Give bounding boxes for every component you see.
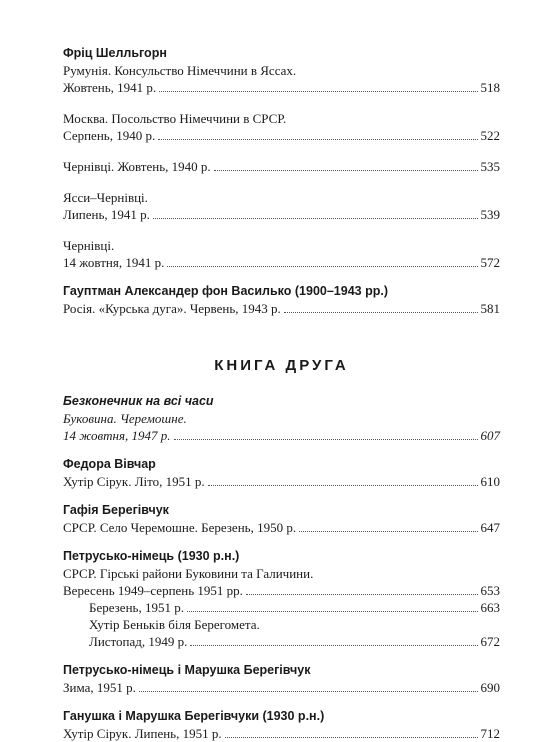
- dot-leader: [153, 209, 478, 219]
- toc-entry[interactable]: [63, 519, 500, 536]
- dot-leader: [158, 130, 477, 140]
- dot-leader: [190, 636, 477, 646]
- toc-entry[interactable]: [63, 206, 500, 223]
- toc-entry[interactable]: [63, 679, 500, 696]
- toc-section-chernivtsi-1940: [63, 158, 500, 175]
- toc-section-fedora: [63, 456, 500, 490]
- toc-entry-text: Чернівці. Жовтень, 1940 р.: [63, 159, 211, 174]
- toc-entry-text: СРСР. Село Черемошне. Березень, 1950 р.: [63, 520, 297, 535]
- toc-section-iasi-chernivtsi: [63, 189, 500, 223]
- toc-entry-text: 14 жовтня, 1941 р.: [63, 255, 165, 270]
- toc-entry[interactable]: [63, 725, 500, 742]
- page-number: 647: [480, 520, 500, 535]
- toc-entry[interactable]: [63, 300, 500, 317]
- toc-entry[interactable]: [63, 254, 500, 271]
- toc-entry[interactable]: [63, 633, 500, 650]
- toc-entry-text: Липень, 1941 р.: [63, 207, 150, 222]
- dot-leader: [174, 430, 478, 440]
- section-heading: Гауптман Александер фон Василько (1900–1943 рр.): [63, 284, 388, 298]
- toc-section-shellhorn: [63, 45, 500, 96]
- section-heading: Фріц Шелльгорн: [63, 46, 167, 60]
- page-number: 572: [480, 255, 500, 270]
- toc-entry[interactable]: [63, 127, 500, 144]
- toc-section-petrusko-marushka: [63, 662, 500, 696]
- dot-leader: [139, 682, 478, 692]
- toc-section-moscow: [63, 110, 500, 144]
- page-number: 535: [480, 159, 500, 174]
- toc-line: Буковина. Черемошне.: [63, 411, 187, 426]
- toc-entry-text: Росія. «Курська дуга». Червень, 1943 р.: [63, 301, 281, 316]
- toc-entry-text: Серпень, 1940 р.: [63, 128, 156, 143]
- page-number: 522: [480, 128, 500, 143]
- toc-entry[interactable]: [63, 427, 500, 444]
- toc-section-hanushka-marushka: [63, 708, 500, 742]
- section-heading: Федора Вівчар: [63, 457, 156, 471]
- toc-entry-text: Жовтень, 1941 р.: [63, 80, 157, 95]
- page-number: 672: [480, 634, 500, 649]
- toc-entry-text: Хутір Сірук. Літо, 1951 р.: [63, 474, 205, 489]
- dot-leader: [167, 257, 477, 267]
- section-heading: Ганушка і Марушка Берегівчуки (1930 р.н.): [63, 709, 325, 723]
- toc-entry-text: 14 жовтня, 1947 р.: [63, 428, 171, 443]
- toc-section-bezkonechnyk: [63, 393, 500, 444]
- toc-section-chernivtsi-1941: [63, 237, 500, 271]
- dot-leader: [214, 161, 478, 171]
- toc-entry[interactable]: [63, 158, 500, 175]
- dot-leader: [159, 82, 477, 92]
- toc-section-petrusko: [63, 548, 500, 650]
- toc-entry[interactable]: [63, 599, 500, 616]
- table-of-contents: [63, 45, 500, 742]
- toc-entry-text: Вересень 1949–серпень 1951 рр.: [63, 583, 243, 598]
- page-number: 690: [480, 680, 500, 695]
- toc-line: Румунія. Консульство Німеччини в Яссах.: [63, 63, 297, 78]
- toc-entry-text: Листопад, 1949 р.: [89, 634, 188, 649]
- toc-entry[interactable]: [63, 582, 500, 599]
- dot-leader: [284, 303, 478, 313]
- toc-line: Ясси–Чернівці.: [63, 190, 148, 205]
- section-heading: Петрусько-німець (1930 р.н.): [63, 549, 240, 563]
- section-heading: Гафія Берегівчук: [63, 503, 169, 517]
- toc-line: СРСР. Гірські райони Буковини та Галичини.: [63, 566, 314, 581]
- dot-leader: [299, 522, 477, 532]
- page-number: 581: [480, 301, 500, 316]
- toc-line: Хутір Беньків біля Берегомета.: [89, 617, 260, 632]
- toc-section-hafiia: [63, 502, 500, 536]
- toc-line: Москва. Посольство Німеччини в СРСР.: [63, 111, 287, 126]
- toc-entry-text: Зима, 1951 р.: [63, 680, 136, 695]
- section-heading: Петрусько-німець і Марушка Берегівчук: [63, 663, 311, 677]
- section-heading: Безконечник на всі часи: [63, 394, 214, 408]
- toc-entry[interactable]: [63, 473, 500, 490]
- page-number: 663: [480, 600, 500, 615]
- dot-leader: [246, 585, 478, 595]
- page-number: 607: [480, 428, 500, 443]
- toc-line: Чернівці.: [63, 238, 115, 253]
- dot-leader: [225, 728, 478, 738]
- book-title: КНИГА ДРУГА: [214, 357, 349, 374]
- page-number: 539: [480, 207, 500, 222]
- toc-entry-text: Березень, 1951 р.: [89, 600, 184, 615]
- page-number: 518: [480, 80, 500, 95]
- toc-entry-text: Хутір Сірук. Липень, 1951 р.: [63, 726, 222, 741]
- dot-leader: [208, 476, 478, 486]
- page-number: 653: [480, 583, 500, 598]
- page-number: 712: [480, 726, 500, 741]
- page-number: 610: [480, 474, 500, 489]
- dot-leader: [187, 602, 478, 612]
- toc-entry[interactable]: [63, 79, 500, 96]
- toc-section-vasylko: [63, 283, 500, 317]
